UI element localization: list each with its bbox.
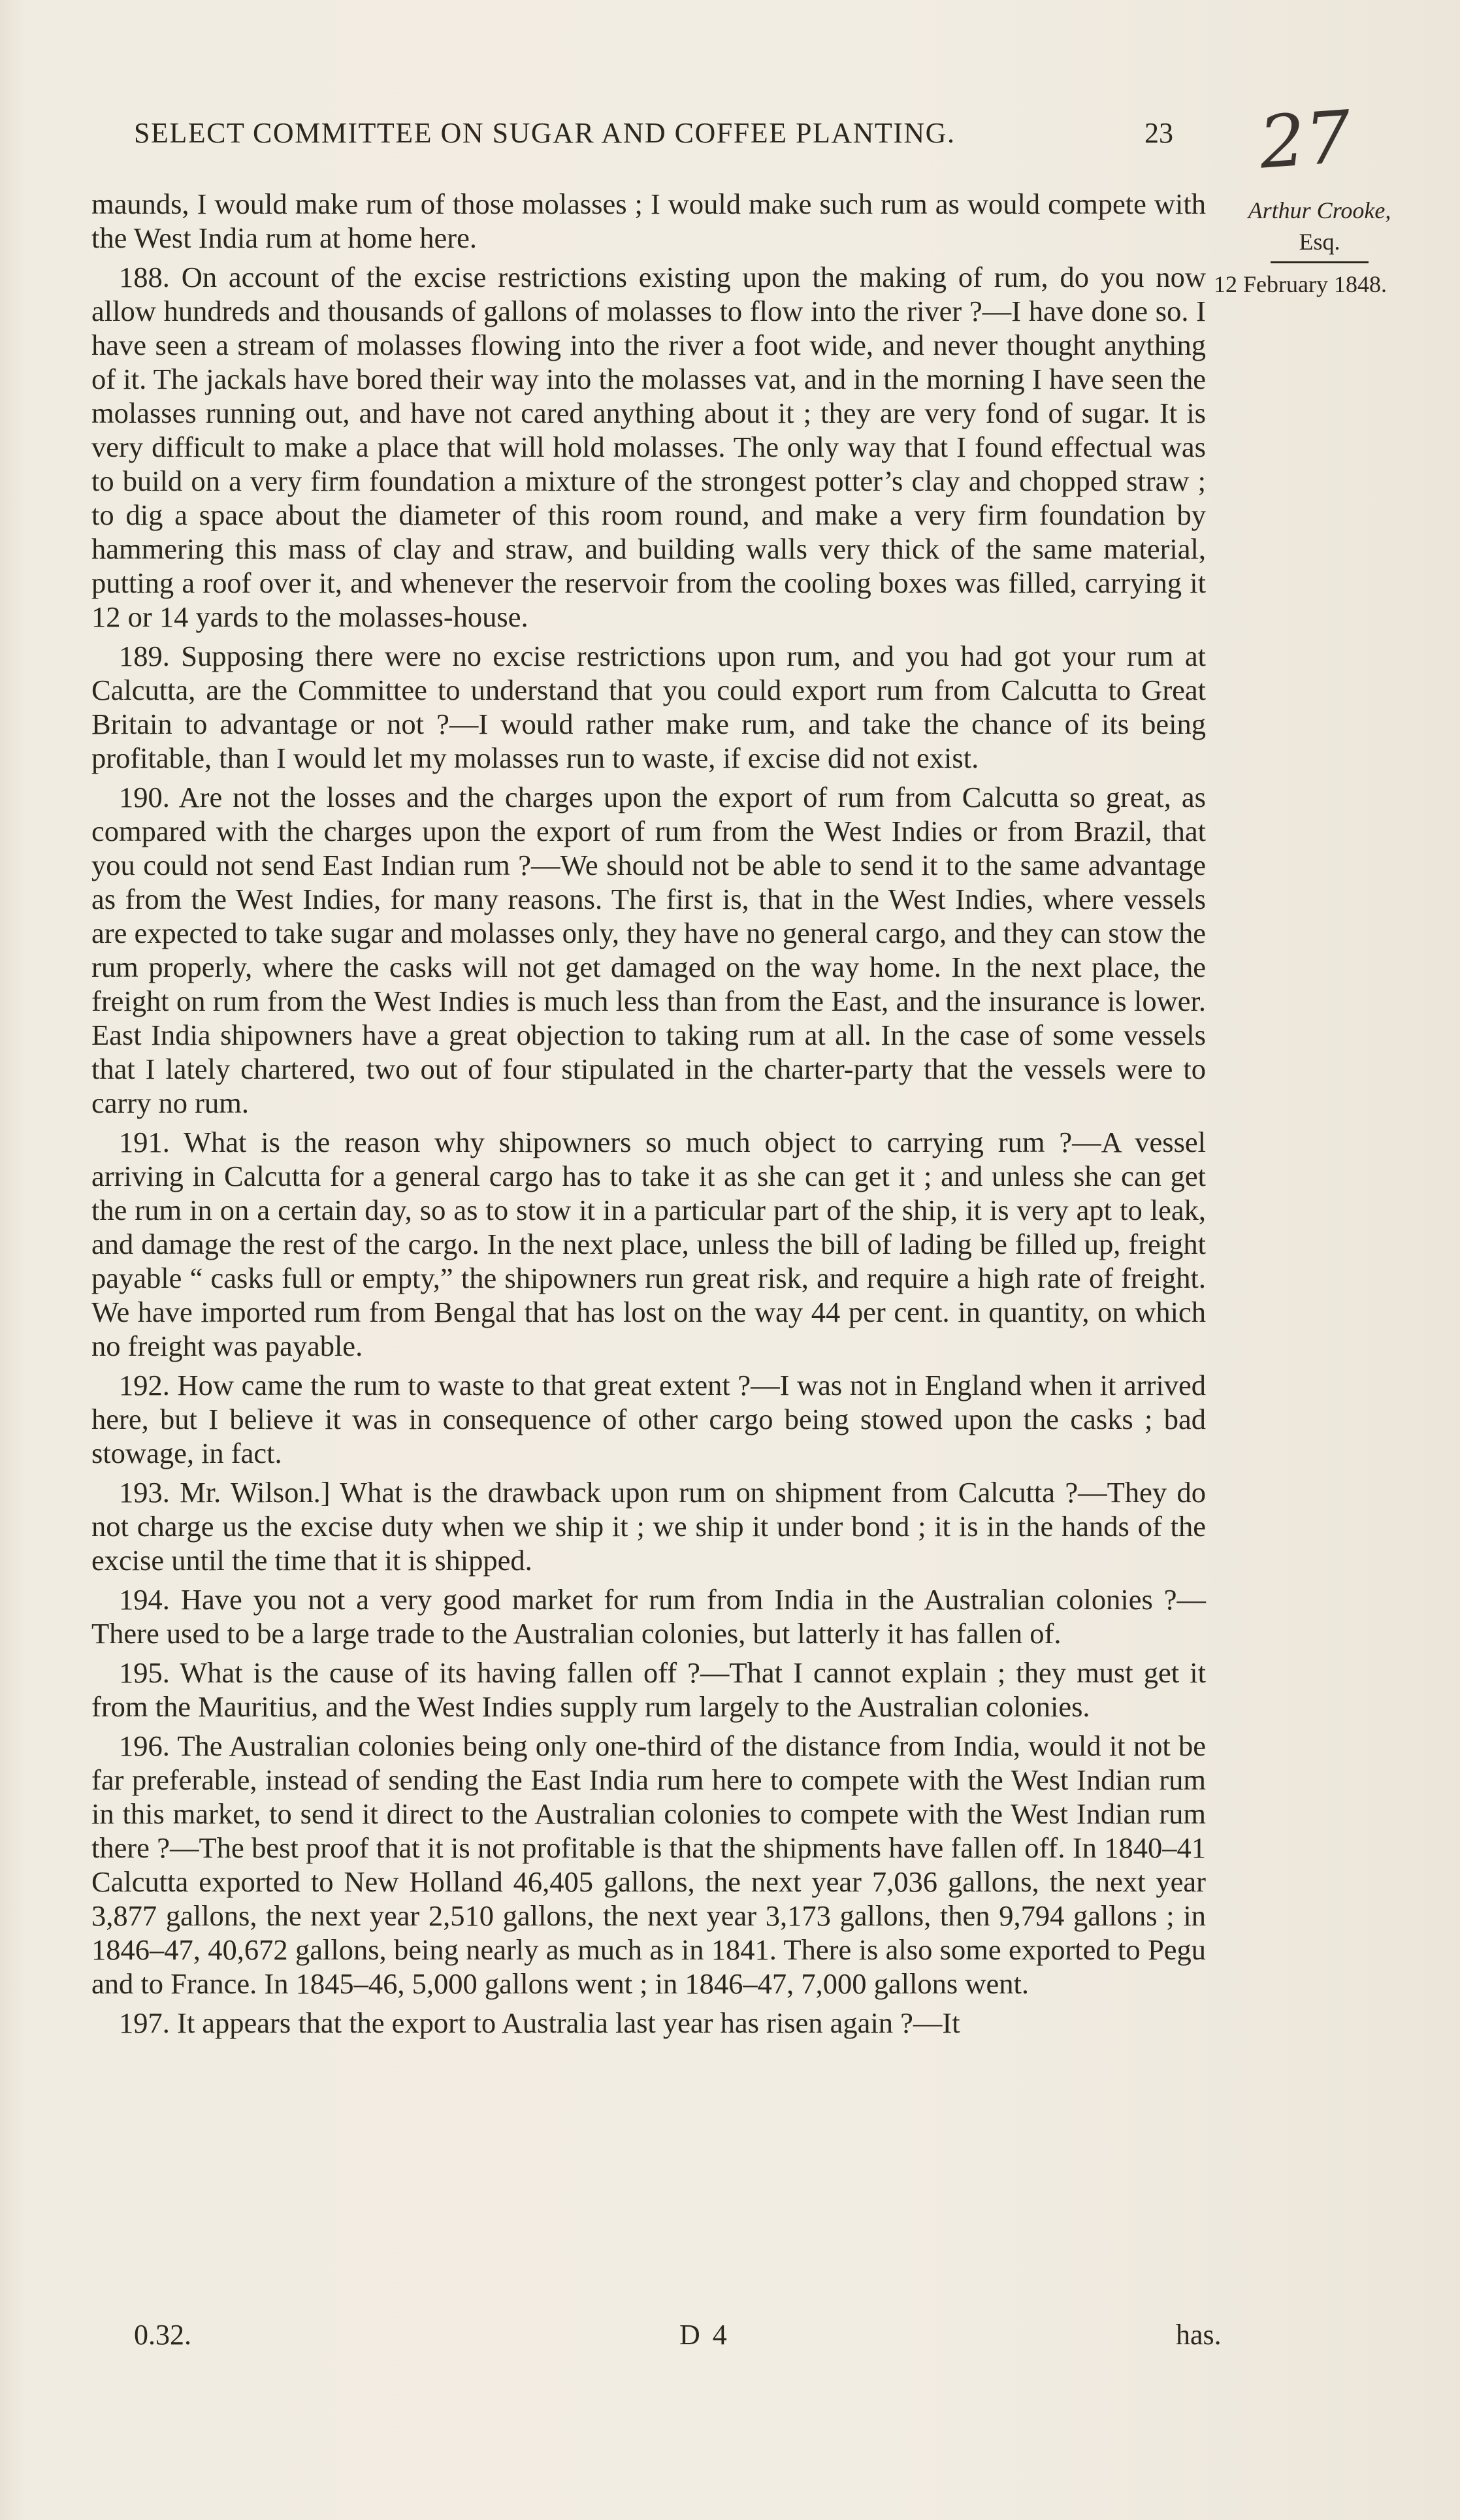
page-number: 23: [1144, 117, 1173, 149]
paragraph-189: 189. Supposing there were no excise restrictions upon rum, and you had got your rum at Calcutta, are the Committee to understand that you could export rum from Calcutta to Great Britain to advantage or not ?—I would rather make rum, and take the chance of its being profitable, than I would let my molasses run to waste, if excise did not exist.: [91, 640, 1206, 774]
paragraph-194: 194. Have you not a very good market for rum from India in the Australian colonies ?—There used to be a large trade to the Australian colonies, but latterly it has fallen of.: [91, 1583, 1206, 1650]
paragraph-195: 195. What is the cause of its having fallen off ?—That I cannot explain ; they must get it from the Mauritius, and the West Indies supply rum largely to the Australian colonies.: [91, 1656, 1206, 1723]
body-text: [91, 187, 1206, 2040]
catchword: has.: [1176, 2319, 1222, 2351]
sessional-paper-number: 0.32.: [134, 2319, 191, 2351]
margin-date: 12 February 1848.: [1214, 271, 1387, 297]
paragraph-continuation: maunds, I would make rum of those molasses ; I would make such rum as would compete with the West India rum at home here.: [91, 188, 1206, 254]
witness-name: Arthur Crooke,: [1248, 197, 1391, 223]
margin-note: [1215, 195, 1424, 300]
paragraph-197: 197. It appears that the export to Australia last year has risen again ?—It: [119, 2006, 960, 2039]
paragraph-196: 196. The Australian colonies being only one-third of the distance from India, would it not be far preferable, instead of sending the East India rum here to compete with the West Indian rum in this market, to send it direct to the Australian colonies to compete with the West Indian rum there ?—The best proof that it is not profitable is that the shipments have fallen off. In 1840–41 Calcutta exported to New Holland 46,405 gallons, the next year 7,036 gallons, the next year 3,877 gallons, the next year 2,510 gallons, the next year 3,173 gallons, then 9,794 gallons ; in 1846–47, 40,672 gallons, being nearly as much as in 1841. There is also some exported to Pegu and to France. In 1845–46, 5,000 gallons went ; in 1846–47, 7,000 gallons went.: [91, 1729, 1206, 2000]
paragraph-191: 191. What is the reason why shipowners so much object to carrying rum ?—A vessel arriving in Calcutta for a general cargo has to take it as she can get it ; and unless she can get the rum in on a certain day, so as to stow it in a particular part of the ship, it is very apt to leak, and damage the rest of the cargo. In the next place, unless the bill of lading be filled up, freight payable “ casks full or empty,” the shipowners run great risk, and require a high rate of freight. We have imported rum from Bengal that has lost on the way 44 per cent. in quantity, on which no freight was payable.: [91, 1126, 1206, 1362]
running-title: SELECT COMMITTEE ON SUGAR AND COFFEE PLANTING.: [134, 117, 956, 149]
paragraph-192: 192. How came the rum to waste to that great extent ?—I was not in England when it arrived here, but I believe it was in consequence of other cargo being stowed upon the casks ; bad stowage, in fact.: [91, 1369, 1206, 1469]
margin-divider: [1271, 261, 1369, 263]
handwritten-folio-number: 27: [1256, 95, 1354, 185]
witness-suffix: Esq.: [1299, 229, 1340, 255]
paragraph-190: 190. Are not the losses and the charges upon the export of rum from Calcutta so great, as compared with the charges upon the export of rum from the West Indies or from Brazil, that you could not send East Indian rum ?—We should not be able to send it to the same advantage as from the West Indies, for many reasons. The first is, that in the West Indies, where vessels are expected to take sugar and molasses only, they have no general cargo, and they can stow the rum properly, where the casks will not get damaged on the way home. In the next place, the freight on rum from the West Indies is much less than from the East, and the insurance is lower. East India shipowners have a great objection to taking rum at all. In the case of some vessels that I lately chartered, two out of four stipulated in the charter-party that the vessels were to carry no rum.: [91, 781, 1206, 1119]
paragraph-188: 188. On account of the excise restrictions existing upon the making of rum, do you now allow hundreds and thousands of gallons of molasses to flow into the river ?—I have done so. I have seen a stream of molasses flowing into the river a foot wide, and never thought anything of it. The jackals have bored their way into the molasses vat, and in the morning I have seen the molasses running out, and have not cared anything about it ; they are very fond of sugar. It is very difficult to make a place that will hold molasses. The only way that I found effectual was to build on a very firm foundation a mixture of the strongest potter’s clay and chopped straw ; to dig a space about the diameter of this room round, and make a very firm foundation by hammering this mass of clay and straw, and building walls very thick of the same material, putting a roof over it, and whenever the reservoir from the cooling boxes was filled, carrying it 12 or 14 yards to the molasses-house.: [91, 261, 1206, 633]
signature-mark: D 4: [679, 2319, 730, 2351]
paragraph-193: 193. Mr. Wilson.] What is the drawback upon rum on shipment from Calcutta ?—They do not charge us the excise duty when we ship it ; we ship it under bond ; it is in the hands of the excise until the time that it is shipped.: [91, 1476, 1206, 1577]
